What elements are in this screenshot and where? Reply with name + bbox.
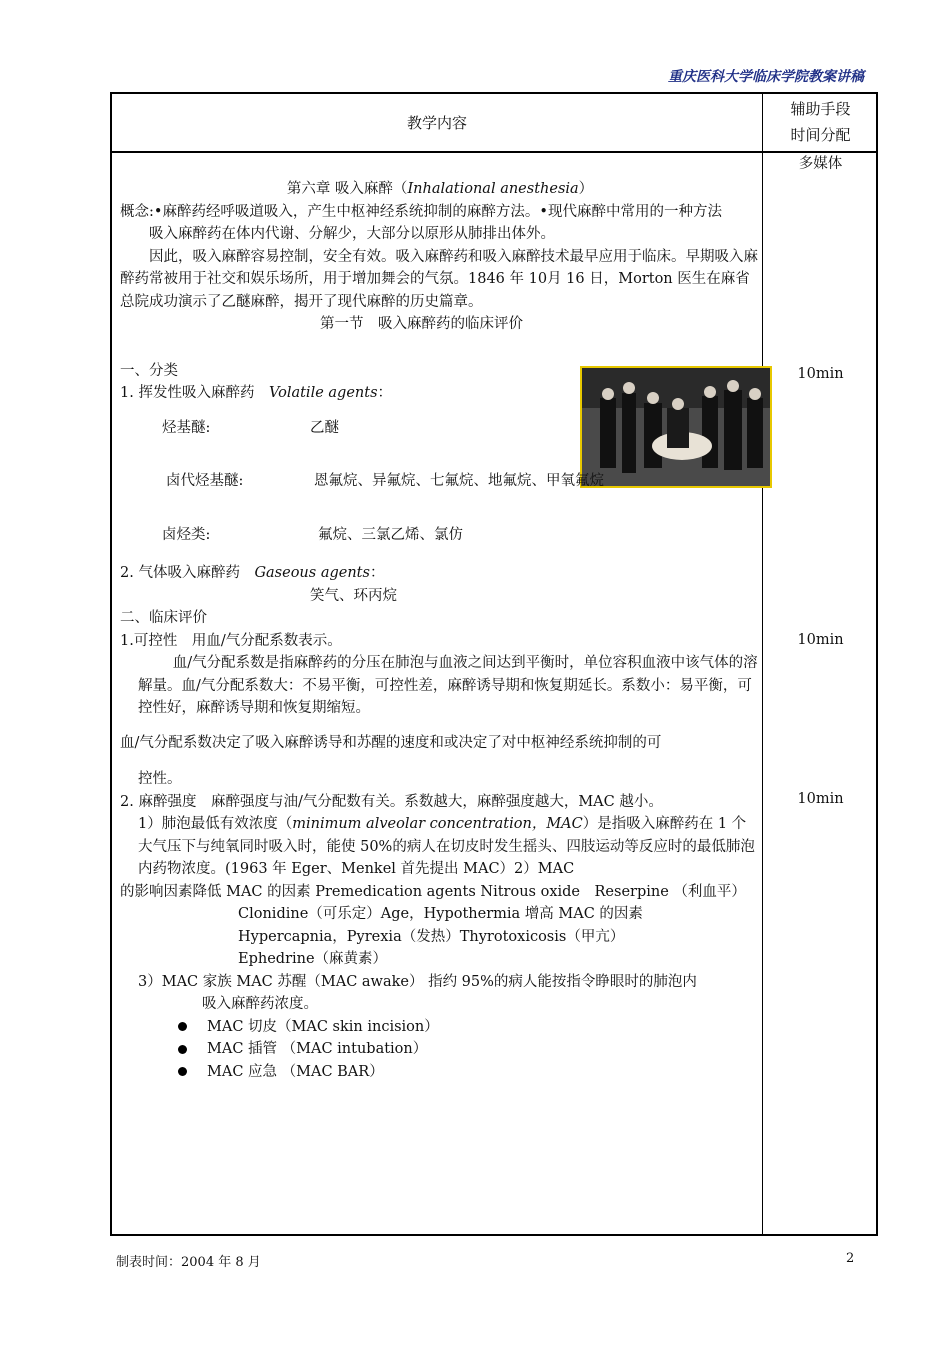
chapter-title-en: Inhalational anesthesia bbox=[407, 181, 579, 197]
bullet-text: MAC 切皮（MAC skin incision） bbox=[207, 1018, 439, 1035]
controllability-summary-end: 控性。 bbox=[138, 771, 182, 787]
bullet-item bbox=[120, 1038, 760, 1061]
controllability-paragraph: 血/气分配系数是指麻醉药的分压在肺泡与血液之间达到平衡时，单位容积血液中该气体的溶解量。血/气分配系数大：不易平衡，可控性差，麻醉诱导期和恢复期延长。系数小：易平衡，可控性好，麻醉诱导期和恢复期缩短。 bbox=[138, 655, 758, 716]
teaching-content bbox=[120, 154, 760, 1083]
row-halogenated-ether-value: 恩氟烷、异氟烷、七氟烷、地氟烷、甲氧氟烷 bbox=[314, 473, 604, 489]
potency-title: 2. 麻醉强度 麻醉强度与油/气分配数有关。系数越大，麻醉强度越大，MAC 越小。 bbox=[120, 793, 663, 810]
mac-factors-line4: Ephedrine（麻黄素） bbox=[238, 951, 388, 967]
mac-definition-body: ）是指吸入麻醉药在 1 个大气压下与纯氧同时吸入时，能使 50%的病人在切皮时发生摇头、四肢运动等反应时的最低肺泡内药物浓度。(1963 年 Eger、Menkel 首先提出 MAC）2）MAC bbox=[138, 816, 755, 877]
row-halogenated-ether-label: 卤代烃基醚: bbox=[166, 473, 244, 489]
controllability-title: 1.可控性 用血/气分配系数表示。 bbox=[120, 632, 342, 649]
footer-made-time: 制表时间：2004 年 8 月 bbox=[116, 1255, 261, 1270]
header-aids: 辅助手段 bbox=[790, 100, 851, 118]
chapter-title-prefix: 第六章 吸入麻醉（ bbox=[286, 181, 408, 197]
row-halocarbon-label: 卤烃类: bbox=[162, 526, 211, 543]
side-note-time-2: 10min bbox=[797, 632, 844, 648]
side-note-multimedia: 多媒体 bbox=[798, 156, 843, 172]
mac-definition-en: minimum alveolar concentration，MAC bbox=[292, 816, 583, 832]
mac-factors-line3: Hypercapnia，Pyrexia（发热）Thyrotoxicosis（甲亢） bbox=[238, 928, 625, 945]
chapter-title-suffix: ） bbox=[578, 181, 594, 197]
bullet-item bbox=[120, 1061, 760, 1084]
bullet-text: MAC 应急 （MAC BAR） bbox=[207, 1063, 384, 1080]
item-volatile-label: 1. 挥发性吸入麻醉药 bbox=[120, 385, 255, 401]
side-note-time-1: 10min bbox=[797, 366, 844, 382]
mac-factors-line2: Clonidine（可乐定）Age，Hypothermia 增高 MAC 的因素 bbox=[238, 906, 643, 922]
header-time: 时间分配 bbox=[790, 126, 851, 144]
concept-paragraph: 概念:•麻醉药经呼吸道吸入，产生中枢神经系统抑制的麻醉方法。•现代麻醉中常用的一种方法 bbox=[120, 203, 722, 220]
header-teaching-content: 教学内容 bbox=[406, 114, 467, 132]
bullet-dot bbox=[178, 1045, 187, 1054]
item-gaseous-en: Gaseous agents bbox=[254, 565, 370, 581]
chapter-title bbox=[120, 178, 760, 201]
bullet-dot bbox=[178, 1022, 187, 1031]
lesson-table bbox=[110, 92, 878, 1236]
mac-definition-prefix: 1）肺泡最低有效浓度（ bbox=[138, 816, 293, 832]
row-halocarbon-value: 氟烷、三氯乙烯、氯仿 bbox=[318, 526, 463, 543]
side-note-time-3: 10min bbox=[797, 791, 844, 807]
column-divider bbox=[762, 94, 763, 1234]
bullet-item bbox=[120, 1016, 760, 1039]
section-title: 第一节 吸入麻醉药的临床评价 bbox=[320, 316, 523, 332]
item-gaseous-label: 2. 气体吸入麻醉药 bbox=[120, 565, 240, 581]
row-halocarbon bbox=[120, 524, 760, 547]
item-gaseous-colon: ： bbox=[369, 565, 385, 581]
footer-page-number: 2 bbox=[846, 1251, 855, 1266]
item-gaseous bbox=[120, 562, 760, 585]
heading-evaluation: 二、临床评价 bbox=[120, 610, 207, 626]
paragraph-1: 吸入麻醉药在体内代谢、分解少，大部分以原形从肺排出体外。 bbox=[149, 226, 555, 242]
bullet-text: MAC 插管 （MAC intubation） bbox=[207, 1041, 428, 1057]
page-header: 重庆医科大学临床学院教案讲稿 bbox=[668, 69, 864, 85]
item-volatile-en: Volatile agents bbox=[268, 385, 378, 401]
table-header-row bbox=[112, 94, 876, 153]
mac-family-end: 吸入麻醉药浓度。 bbox=[202, 996, 318, 1012]
mac-definition bbox=[120, 813, 760, 881]
paragraph-2: 因此，吸入麻醉容易控制，安全有效。吸入麻醉药和吸入麻醉技术最早应用于临床。早期吸入麻醉药常被用于社交和娱乐场所，用于增加舞会的气氛。1846 年 10月 16 日，Morton 医生在麻省总院成功演示了乙醚麻醉，揭开了现代麻醉的历史篇章。 bbox=[120, 248, 758, 310]
row-ether-value: 乙醚 bbox=[310, 419, 339, 436]
header-aids-time bbox=[763, 96, 878, 148]
heading-classification: 一、分类 bbox=[120, 362, 178, 379]
item-volatile bbox=[120, 382, 760, 405]
row-ether bbox=[120, 417, 760, 440]
row-ether-label: 烃基醚: bbox=[162, 419, 211, 436]
mac-factors: 的影响因素降低 MAC 的因素 Premedication agents Nitrous oxide Reserpine （利血平） bbox=[120, 883, 746, 900]
controllability-summary: 血/气分配系数决定了吸入麻醉诱导和苏醒的速度和或决定了对中枢神经系统抑制的可 bbox=[120, 734, 662, 751]
bullet-dot bbox=[178, 1067, 187, 1076]
item-volatile-colon: ： bbox=[377, 385, 393, 401]
row-halogenated-ether bbox=[120, 470, 760, 493]
mac-family: 3）MAC 家族 MAC 苏醒（MAC awake） 指约 95%的病人能按指令睁眼时的肺泡内 bbox=[138, 973, 697, 990]
item-gaseous-value: 笑气、环丙烷 bbox=[310, 587, 397, 604]
